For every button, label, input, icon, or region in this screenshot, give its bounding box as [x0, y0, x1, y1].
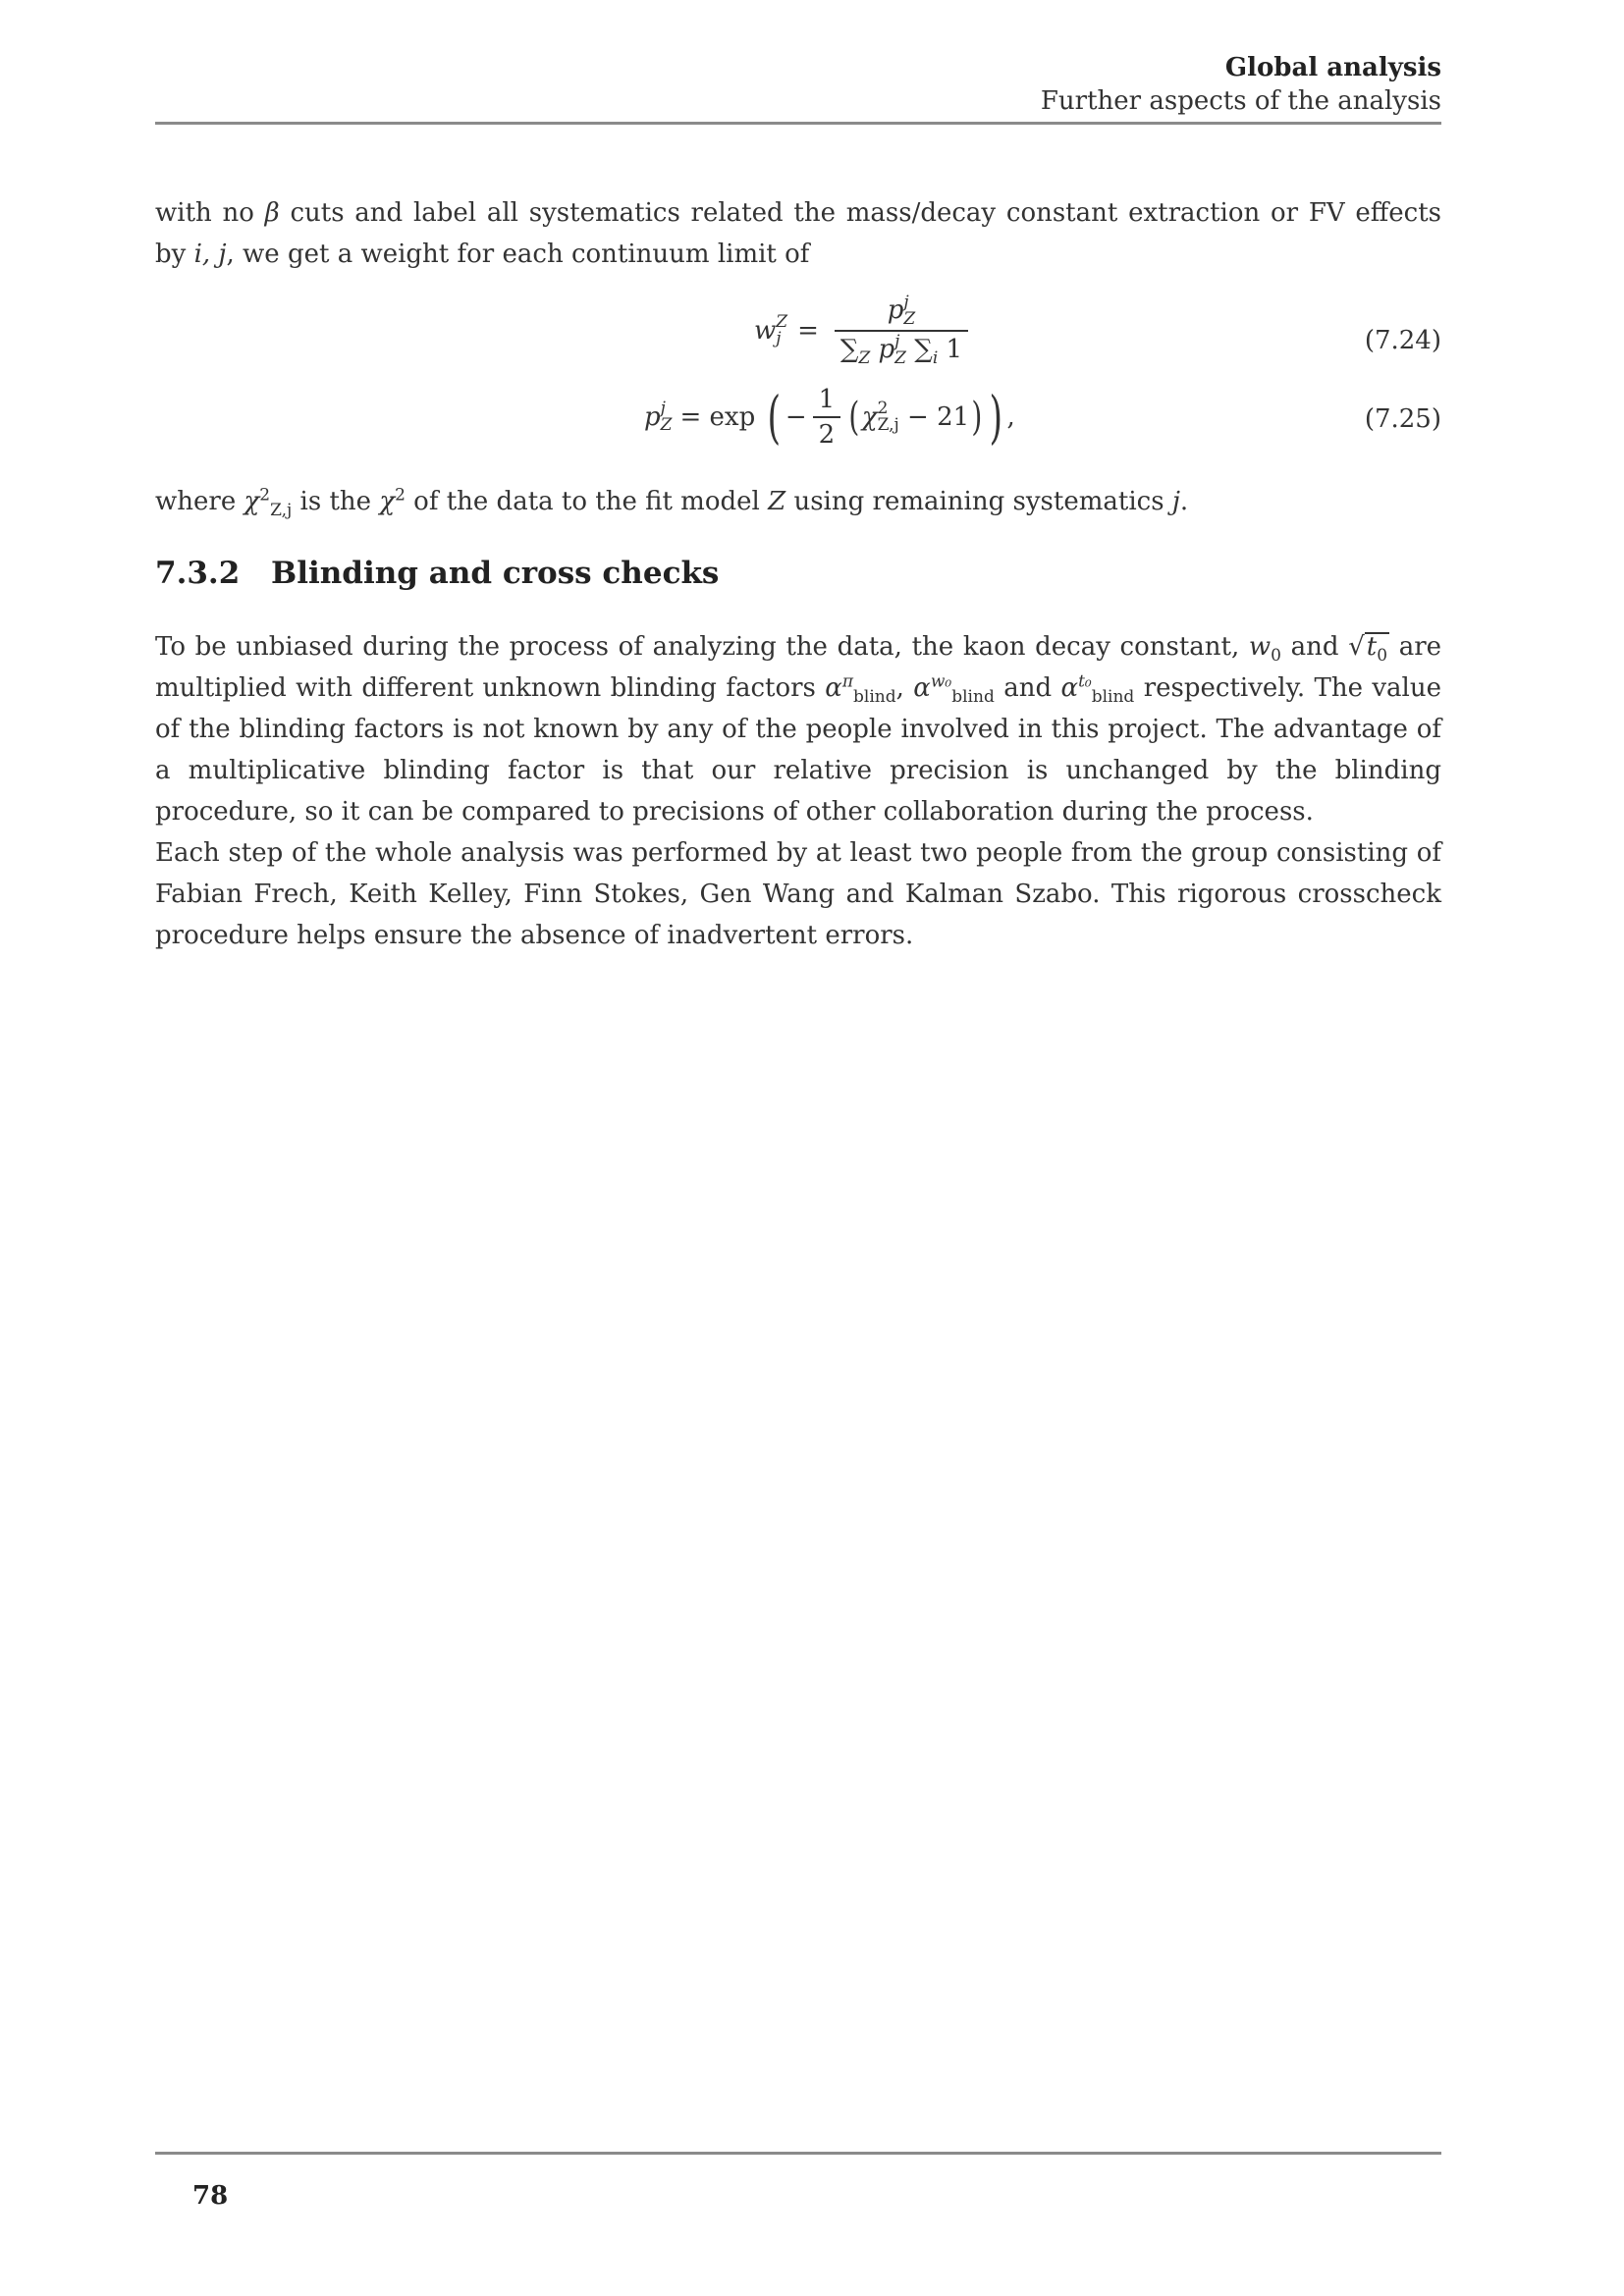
section-running-title: Further aspects of the analysis: [1040, 86, 1441, 116]
weight-fraction: p j Z $\sum_Z$ p j Z $\sum_i$ 1: [835, 294, 968, 367]
paragraph-crosscheck: Each step of the whole analysis was performed by at least two people from the group consisting of Fabian Frech, Keith Kelley, Finn Stokes, Gen Wang and Kalman Szabo. This rigorous crosscheck procedure helps ensure the absence of inadvertent errors.: [155, 838, 1441, 950]
section-heading: [155, 556, 719, 591]
equation-7-25: p j Z = exp ( − $\frac{1}{2}$ ( χ 2 Z,j − 21 ) ) , (7.25): [644, 384, 1441, 451]
section-title: Blinding and cross checks: [271, 556, 720, 591]
chapter-title: Global analysis: [1224, 53, 1441, 82]
header-rule: [155, 122, 1441, 125]
equation-number: (7.25): [1364, 404, 1441, 434]
section-number: 7.3.2: [155, 556, 241, 591]
paragraph-weights-intro: with no β cuts and label all systematics related the mass/decay constant extraction or FV effects by i, j, we get a weight for each continuum limit of: [155, 198, 1441, 269]
page-number: 78: [192, 2181, 229, 2211]
equation-number: (7.24): [1364, 326, 1441, 355]
running-header: [155, 51, 1441, 118]
paragraph-chi-definition: where $\chi^2_{Z,j}$ is the $\chi^2$ of the data to the fit model Z using remaining systematics j.: [155, 485, 1189, 521]
equation-7-24: w Z j = p j Z $\sum_Z$ p j Z $\sum_i$ 1 (7.24): [754, 293, 1441, 369]
footer-rule: [155, 2152, 1441, 2155]
paragraph-blinding: To be unbiased during the process of analyzing the data, the kaon decay constant, $w_0$ and $√t_0$ are multiplied with different unknown blinding factors $\alpha^\pi_{blind}$, $\alpha^{w_0}_{blind}$ and $\alpha^{t_0}_{blind}$ respectively. The value of the blinding factors is not known by any of the people involved in this project. The advantage of a multiplicative blinding factor is that our relative precision is unchanged by the blinding procedure, so it can be compared to precisions of other collaboration during the process.: [155, 632, 1442, 827]
